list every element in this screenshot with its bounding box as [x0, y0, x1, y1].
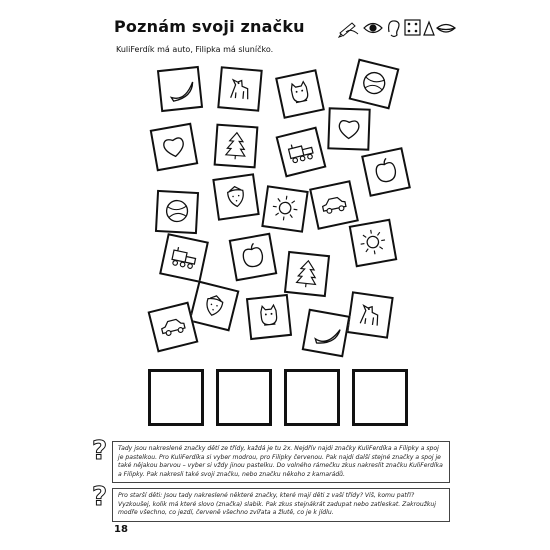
apple-icon [363, 149, 408, 194]
dog-icon [219, 68, 260, 109]
instruction-text: Tady jsou nakreslené značky dětí ze třídy, každá je tu 2x. Nejdřív najdi značky KuliFerdíka a Filipky a spoj je pastelkou. Pro KuliFerdíka si vyber modrou, pro Filipky červenou. Pak najdi další stejné značky a spoj je také nějakou barvou – vyber si vždy jinou pastelku. Do volného rámečku zkus nakreslit značku KuliFerdíka a Filipky. Pak nakresli také svoji značku, nebo značku někoho z kamarádů. [118, 445, 443, 478]
sun-tile[interactable] [261, 185, 308, 232]
instruction-box [112, 441, 450, 483]
question-mark-icon: ? [92, 436, 108, 466]
car-icon [150, 304, 196, 350]
apple-tile[interactable] [361, 147, 411, 197]
ball-tile[interactable] [155, 190, 199, 234]
sun-icon [351, 221, 395, 265]
banana-tile[interactable] [302, 309, 351, 358]
eye-icon [364, 24, 382, 33]
dog-tile[interactable] [346, 291, 393, 338]
cat-tile[interactable] [275, 69, 325, 119]
train-icon [278, 129, 324, 175]
tree-icon [286, 253, 328, 295]
question-mark-icon: ? [92, 482, 108, 512]
car-tile[interactable] [309, 180, 359, 230]
cat-tile[interactable] [246, 294, 292, 340]
mouth-icon [437, 25, 455, 33]
instruction-text: Pro starší děti: Jsou tady nakreslené některé značky, které mají děti z vaší třídy? Víš, komu patří? Vyzkoušej, kolik má které slovo (značka) slabik. Pak zkus stejnákrát zadupat nebo zatleskat. Zakroužkuj modře všechno, co jezdí, červeně všechno zvířata a žlutě, co je k jídlu. [118, 492, 436, 517]
strawberry-icon [215, 176, 258, 219]
banana-icon [159, 68, 201, 110]
dog-icon [349, 294, 392, 337]
strawberry-icon [191, 283, 237, 329]
dog-tile[interactable] [217, 66, 263, 112]
cat-icon [248, 296, 290, 338]
heart-tile[interactable] [327, 107, 370, 150]
ball-tile[interactable] [349, 59, 400, 110]
dice-icon [405, 20, 420, 35]
heart-icon [152, 125, 196, 169]
page-title: Poznám svoji značku [114, 17, 305, 36]
heart-icon [329, 109, 368, 148]
banana-tile[interactable] [157, 66, 203, 112]
strawberry-tile[interactable] [212, 173, 259, 220]
sun-icon [264, 188, 307, 231]
tree-icon [216, 126, 257, 167]
answer-box[interactable] [352, 369, 408, 426]
ear-icon [389, 21, 399, 37]
apple-icon [231, 235, 275, 279]
train-tile[interactable] [159, 233, 209, 283]
answer-box[interactable] [284, 369, 340, 426]
sun-tile[interactable] [349, 219, 398, 268]
skill-icons [338, 18, 456, 38]
page-number: 18 [114, 524, 128, 535]
cat-icon [277, 71, 322, 116]
train-icon [161, 235, 206, 280]
triangle-icon [424, 22, 434, 35]
banana-icon [304, 311, 348, 355]
apple-tile[interactable] [229, 233, 278, 282]
car-icon [311, 182, 356, 227]
ball-icon [351, 61, 397, 107]
pencil-hand-icon [339, 23, 358, 37]
answer-box[interactable] [148, 369, 204, 426]
tree-tile[interactable] [284, 251, 330, 297]
strawberry-tile[interactable] [189, 281, 240, 332]
train-tile[interactable] [276, 127, 327, 178]
answer-box[interactable] [216, 369, 272, 426]
heart-tile[interactable] [150, 123, 199, 172]
page-subtitle: KuliFerdík má auto, Filipka má sluníčko. [116, 45, 274, 54]
instruction-box [112, 488, 450, 522]
tree-tile[interactable] [214, 124, 259, 169]
ball-icon [157, 192, 197, 232]
